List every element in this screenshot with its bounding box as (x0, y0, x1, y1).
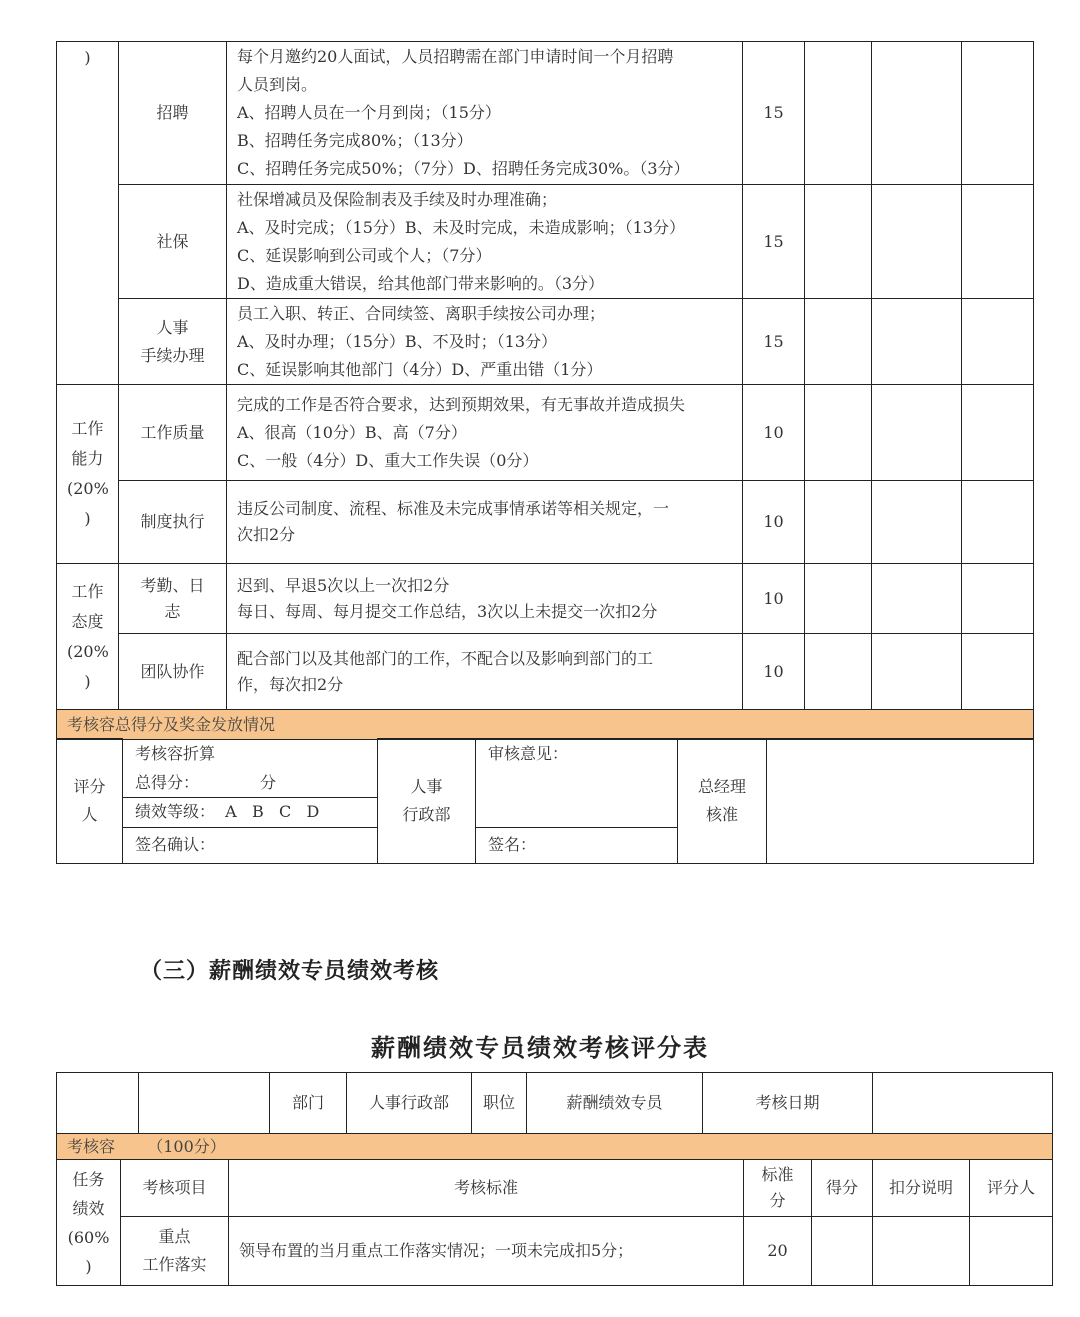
category-cell: 工作 态度 (20% ) (57, 564, 119, 710)
review-signature-line: 签名： (476, 827, 678, 863)
criteria-cell: 完成的工作是否符合要求，达到预期效果，有无事故并造成损失 A、很高（10分）B、高（7分） C、一般（4分）D、重大工作失误（0分） (227, 385, 743, 481)
item-cell: 人事 手续办理 (119, 299, 227, 385)
criteria-cell: 配合部门以及其他部门的工作，不配合以及影响到部门的工 作，每次扣2分 (227, 634, 743, 710)
grade-line: 绩效等级： A B C D (123, 797, 378, 827)
position-value: 薪酬绩效专员 (527, 1073, 703, 1134)
rater-cell (962, 299, 1034, 385)
category-cell: 工作 能力 (20% ) (57, 385, 119, 564)
review-opinion-label: 审核意见： (476, 739, 678, 828)
score-cell: 15 (743, 42, 805, 185)
blank-cell (139, 1073, 270, 1134)
item-cell: 社保 (119, 185, 227, 299)
rater-label: 评分 人 (57, 739, 123, 864)
explain-cell (872, 564, 962, 634)
table-row (57, 42, 1034, 185)
criteria-cell: 违反公司制度、流程、标准及未完成事情承诺等相关规定，一 次扣2分 (227, 481, 743, 564)
col-criteria-header: 考核标准 (229, 1160, 744, 1217)
score-cell: 10 (743, 564, 805, 634)
rater-cell (962, 634, 1034, 710)
rater-cell (962, 564, 1034, 634)
gm-approve-field[interactable] (767, 739, 1034, 864)
col-item-header: 考核项目 (121, 1160, 229, 1217)
item-cell: 考勤、日 志 (119, 564, 227, 634)
got-cell (805, 185, 872, 299)
hr-dept-label: 人事 行政部 (378, 739, 476, 864)
dept-label: 部门 (270, 1073, 347, 1134)
item-cell: 团队协作 (119, 634, 227, 710)
rater-cell (962, 481, 1034, 564)
got-cell (805, 481, 872, 564)
gm-approve-label: 总经理 核准 (678, 739, 767, 864)
criteria-cell: 社保增减员及保险制表及手续及时办理准确； A、及时完成；（15分）B、未及时完成，未造成影响；（13分） C、延误影响到公司或个人；（7分） D、造成重大错误，给其他部门带来影响的。（3分） (227, 185, 743, 299)
table-row (57, 299, 1034, 385)
explain-cell (872, 634, 962, 710)
score-bar-label (57, 1134, 1053, 1160)
score-cell: 10 (743, 634, 805, 710)
summary-bar (57, 710, 1034, 740)
bar-total: （100分） (147, 1136, 226, 1156)
position-label: 职位 (472, 1073, 527, 1134)
total-score-line: 总得分： 分 (123, 769, 378, 798)
table-row (57, 481, 1034, 564)
table2-info-row (56, 1072, 1053, 1134)
score-cell: 10 (743, 385, 805, 481)
explain-cell (872, 299, 962, 385)
got-cell[interactable] (812, 1217, 873, 1286)
col-rater-header: 评分人 (970, 1160, 1053, 1217)
score-cell: 15 (743, 185, 805, 299)
score-cell: 10 (743, 481, 805, 564)
item-cell: 制度执行 (119, 481, 227, 564)
explain-cell (872, 185, 962, 299)
bar-label: 考核容 (67, 1136, 116, 1156)
score-cell: 15 (743, 299, 805, 385)
explain-cell[interactable] (873, 1217, 970, 1286)
got-cell (805, 42, 872, 185)
table-row (57, 185, 1034, 299)
blank-cell (57, 1073, 139, 1134)
criteria-cell: 每个月邀约20人面试，人员招聘需在部门申请时间一个月招聘 人员到岗。 A、招聘人员在一个月到岗；（15分） B、招聘任务完成80%；（13分） C、招聘任务完成50%；（7分）D、招聘任务完成30%。（3分） (227, 42, 743, 185)
score-bar (57, 1134, 1053, 1160)
rater-cell (962, 42, 1034, 185)
item-cell: 工作质量 (119, 385, 227, 481)
table-row (57, 385, 1034, 481)
got-cell (805, 385, 872, 481)
explain-cell (872, 385, 962, 481)
table-row (57, 564, 1034, 634)
table-row (57, 634, 1034, 710)
dept-value: 人事行政部 (347, 1073, 472, 1134)
score-cell: 20 (744, 1217, 812, 1286)
category-cell: ) (57, 42, 119, 385)
performance-table-1 (56, 41, 1034, 740)
summary-bar-label: 考核容总得分及奖金发放情况 (57, 710, 1034, 740)
got-cell (805, 299, 872, 385)
signature-confirm-line: 签名确认： (123, 827, 378, 863)
got-cell (805, 564, 872, 634)
header-row (57, 1160, 1053, 1217)
rater-cell (962, 385, 1034, 481)
item-cell: 招聘 (119, 42, 227, 185)
table2-body (56, 1133, 1053, 1286)
got-cell (805, 634, 872, 710)
col-got-header: 得分 (812, 1160, 873, 1217)
explain-cell (872, 481, 962, 564)
rater-cell[interactable] (970, 1217, 1053, 1286)
date-field[interactable] (873, 1073, 1053, 1134)
category-cell: 任务 绩效 (60% ) (57, 1160, 121, 1286)
table-title: 薪酬绩效专员绩效考核评分表 (371, 1034, 709, 1062)
rater-cell (962, 185, 1034, 299)
criteria-cell: 领导布置的当月重点工作落实情况；一项未完成扣5分； (229, 1217, 744, 1286)
date-label: 考核日期 (703, 1073, 873, 1134)
col-explain-header: 扣分说明 (873, 1160, 970, 1217)
item-cell: 重点 工作落实 (121, 1217, 229, 1286)
explain-cell (872, 42, 962, 185)
criteria-cell: 迟到、早退5次以上一次扣2分 每日、每周、每月提交工作总结，3次以上未提交一次扣2分 (227, 564, 743, 634)
criteria-cell: 员工入职、转正、合同续签、离职手续按公司办理； A、及时办理；（15分）B、不及时；（13分） C、延误影响其他部门（4分）D、严重出错（1分） (227, 299, 743, 385)
conversion-label: 考核容折算 (123, 739, 378, 769)
signature-block (56, 738, 1034, 864)
section-heading: （三）薪酬绩效专员绩效考核 (140, 959, 440, 984)
col-std-header: 标准 分 (744, 1160, 812, 1217)
table-row (57, 1217, 1053, 1286)
